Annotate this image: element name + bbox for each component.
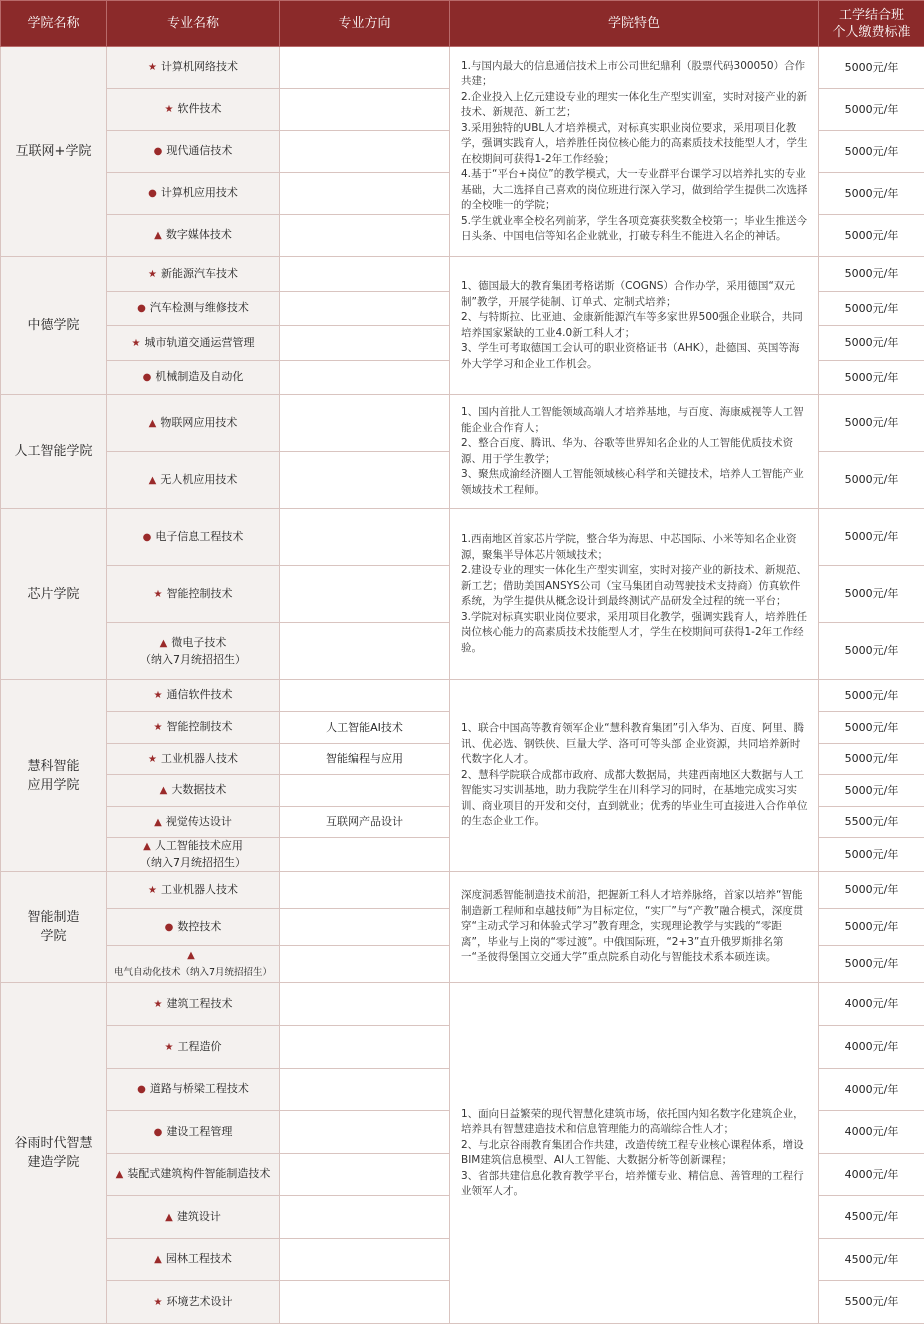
feature-item: 1、德国最大的教育集团考格诺斯（COGNS）合作办学，采用德国“双元制”教学，开展学徒制、订单式、定制式培养； <box>461 279 808 310</box>
header-major: 专业名称 <box>107 1 280 47</box>
major-type-icon: ▲ <box>165 1212 173 1223</box>
major-type-icon: ★ <box>154 690 163 701</box>
major-cell <box>107 173 280 215</box>
fee-cell: 4000元/年 <box>819 983 924 1026</box>
header-college: 学院名称 <box>1 1 107 47</box>
table-row <box>1 872 924 909</box>
college-features <box>450 872 819 983</box>
major-name: 数字媒体技术 <box>166 228 232 241</box>
fee-cell: 4500元/年 <box>819 1196 924 1239</box>
major-name: 计算机网络技术 <box>161 60 238 73</box>
major-cell <box>107 47 280 89</box>
college-name-line: 应用学院 <box>4 776 103 795</box>
major-direction <box>280 452 450 509</box>
major-direction <box>280 257 450 292</box>
major-type-icon: ● <box>165 922 174 933</box>
major-direction <box>280 1239 450 1281</box>
major-direction: 智能编程与应用 <box>280 744 450 775</box>
major-cell <box>107 215 280 257</box>
major-type-icon: ▲ <box>116 1169 124 1180</box>
feature-item: 2、与特斯拉、比亚迪、金康新能源汽车等多家世界500强企业联合，共同培养国家紧缺的工业4.0新工科人才； <box>461 310 808 341</box>
fee-cell: 4000元/年 <box>819 1154 924 1196</box>
fee-cell: 5000元/年 <box>819 173 924 215</box>
major-direction <box>280 1281 450 1324</box>
feature-item: 2.建设专业的理实一体化生产型实训室，实时对接产业的新技术、新规范、新工艺；借助美国ANSYS公司（宝马集团自动驾驶技术支持商）仿真软件系统，为学生提供从概念设计到最终测试产品研发全过程的统一平台； <box>461 563 808 610</box>
major-cell <box>107 775 280 807</box>
fee-cell: 5000元/年 <box>819 680 924 712</box>
major-name: 建筑设计 <box>177 1210 221 1223</box>
fee-cell: 5000元/年 <box>819 131 924 173</box>
major-direction <box>280 173 450 215</box>
major-type-icon: ★ <box>154 589 163 600</box>
college-name-line: 智能制造 <box>4 908 103 927</box>
major-name: 电气自动化技术（纳入7月统招招生） <box>114 967 272 978</box>
table-row <box>1 257 924 292</box>
fee-cell: 5000元/年 <box>819 89 924 131</box>
college-features <box>450 983 819 1324</box>
major-type-icon: ★ <box>165 104 174 115</box>
college-name-line: 建造学院 <box>4 1153 103 1172</box>
major-direction <box>280 89 450 131</box>
major-type-icon: ★ <box>148 754 157 765</box>
fee-cell: 5000元/年 <box>819 395 924 452</box>
major-name: 视觉传达设计 <box>166 815 232 828</box>
major-cell <box>107 395 280 452</box>
major-type-icon: ● <box>137 303 146 314</box>
college-features <box>450 47 819 257</box>
major-cell <box>107 946 280 983</box>
fee-cell: 5000元/年 <box>819 257 924 292</box>
feature-item: 1、国内首批人工智能领域高端人才培养基地，与百度、海康威视等人工智能企业合作育人； <box>461 405 808 436</box>
major-cell <box>107 712 280 744</box>
major-name: 电子信息工程技术 <box>155 530 243 543</box>
feature-item: 深度洞悉智能制造技术前沿，把握新工科人才培养脉络，首家以培养“智能制造新工程师和卓越技师”为目标定位，“实厂”与“产教”融合模式，深度贯穿“主动式学习和体验式学习”教育理念，实现理论教学与实践的“零距离”，毕业与上岗的“零过渡”。中俄国际班，“2+3”直升俄罗斯排名第一“圣彼得堡国立交通大学”重点院系自动化与智能技术系本硕连读。 <box>461 888 808 966</box>
major-type-icon: ▲ <box>154 1254 162 1265</box>
major-type-icon: ● <box>154 146 163 157</box>
major-type-icon: ★ <box>154 722 163 733</box>
major-name: 人工智能技术应用 <box>155 839 243 852</box>
major-cell <box>107 744 280 775</box>
major-cell <box>107 872 280 909</box>
feature-item: 1、联合中国高等教育领军企业“慧科教育集团”引入华为、百度、阿里、腾讯、优必选、钢铁侠、巨量大学、洛可可等头部 企业资源，共同培养新时代数字化人才。 <box>461 721 808 768</box>
table-row <box>1 395 924 452</box>
fee-cell: 5000元/年 <box>819 712 924 744</box>
college-name <box>1 257 107 395</box>
table-row <box>1 47 924 89</box>
major-type-icon: ● <box>154 1127 163 1138</box>
college-name <box>1 47 107 257</box>
major-type-icon: ▲ <box>160 785 168 796</box>
college-name-line: 慧科智能 <box>4 757 103 776</box>
fee-cell: 5000元/年 <box>819 872 924 909</box>
header-fee-line1: 工学结合班 <box>819 7 924 24</box>
major-name: 通信软件技术 <box>166 688 232 701</box>
fee-cell: 5000元/年 <box>819 452 924 509</box>
major-type-icon: ▲ <box>143 841 151 852</box>
major-type-icon: ★ <box>148 269 157 280</box>
major-name: 工业机器人技术 <box>161 752 238 765</box>
college-name-line: 互联网+学院 <box>4 142 103 161</box>
fee-cell: 4000元/年 <box>819 1111 924 1154</box>
major-direction <box>280 1069 450 1111</box>
major-direction <box>280 215 450 257</box>
feature-item: 5.学生就业率全校名列前茅，学生各项竞赛获奖数全校第一；毕业生推送今日头条、中国电信等知名企业就业，打破专科生不能进入名企的神话。 <box>461 214 808 245</box>
major-type-icon: ● <box>143 372 152 383</box>
major-name: 机械制造及自动化 <box>155 370 243 383</box>
major-name: 建筑工程技术 <box>166 997 232 1010</box>
major-cell <box>107 509 280 566</box>
major-name: 道路与桥梁工程技术 <box>150 1082 249 1095</box>
major-cell <box>107 1239 280 1281</box>
feature-item: 1.西南地区首家芯片学院，整合华为海思、中芯国际、小米等知名企业资源，聚集半导体芯片领域技术； <box>461 532 808 563</box>
fee-cell: 5000元/年 <box>819 47 924 89</box>
major-name: 环境艺术设计 <box>166 1295 232 1308</box>
major-direction <box>280 1111 450 1154</box>
fee-cell: 5000元/年 <box>819 775 924 807</box>
major-type-icon: ★ <box>132 338 141 349</box>
major-name: 建设工程管理 <box>166 1125 232 1138</box>
major-direction <box>280 361 450 395</box>
major-name: 无人机应用技术 <box>160 473 237 486</box>
college-features <box>450 395 819 509</box>
college-name <box>1 509 107 680</box>
major-name: 装配式建筑构件智能制造技术 <box>127 1167 270 1180</box>
fee-cell: 5000元/年 <box>819 946 924 983</box>
major-name: 城市轨道交通运营管理 <box>144 336 254 349</box>
major-cell <box>107 566 280 623</box>
major-direction: 人工智能AI技术 <box>280 712 450 744</box>
major-direction <box>280 395 450 452</box>
major-cell <box>107 292 280 326</box>
college-features <box>450 680 819 872</box>
major-type-icon: ★ <box>154 1297 163 1308</box>
feature-item: 1.与国内最大的信息通信技术上市公司世纪鼎利（股票代码300050）合作共建； <box>461 59 808 90</box>
college-name <box>1 872 107 983</box>
major-type-icon: ★ <box>148 62 157 73</box>
college-name-line: 人工智能学院 <box>4 442 103 461</box>
major-name: 智能控制技术 <box>166 720 232 733</box>
college-name-line: 谷雨时代智慧 <box>4 1134 103 1153</box>
major-type-icon: ▲ <box>154 817 162 828</box>
table-row <box>1 680 924 712</box>
feature-item: 2、慧科学院联合成都市政府、成都大数据局，共建西南地区大数据与人工智能实习实训基地，助力我院学生在川科学习的同时，在基地完成实习实训、商业项目的开发和交付，直到就业；优秀的毕业生可直接进入合作单位的生态企业工作。 <box>461 768 808 830</box>
major-direction <box>280 946 450 983</box>
major-direction <box>280 983 450 1026</box>
major-name: 现代通信技术 <box>166 144 232 157</box>
feature-item: 4.基于“平台+岗位”的教学模式，大一专业群平台课学习以培养扎实的专业基础，大二选择自己喜欢的岗位班进行深入学习，做到给学生提供二次选择的全校唯一的学院； <box>461 167 808 214</box>
major-direction <box>280 509 450 566</box>
fee-cell: 5000元/年 <box>819 566 924 623</box>
college-name-line: 学院 <box>4 927 103 946</box>
header-direction: 专业方向 <box>280 1 450 47</box>
major-name: 工程造价 <box>177 1040 221 1053</box>
major-name: 汽车检测与维修技术 <box>150 301 249 314</box>
header-fee <box>819 1 924 47</box>
major-type-icon: ▲ <box>154 230 162 241</box>
major-name: 数控技术 <box>177 920 221 933</box>
major-direction <box>280 775 450 807</box>
major-direction <box>280 872 450 909</box>
major-cell <box>107 807 280 838</box>
fee-cell: 4500元/年 <box>819 1239 924 1281</box>
college-name <box>1 680 107 872</box>
fee-cell: 5500元/年 <box>819 1281 924 1324</box>
feature-item: 2、与北京谷雨教育集团合作共建，改造传统工程专业核心课程体系，增设BIM建筑信息模型、AI人工智能、大数据分析等创新课程； <box>461 1138 808 1169</box>
major-type-icon: ★ <box>148 885 157 896</box>
major-cell <box>107 326 280 361</box>
fee-cell: 4000元/年 <box>819 1026 924 1069</box>
fee-cell: 5000元/年 <box>819 744 924 775</box>
major-cell <box>107 1281 280 1324</box>
feature-item: 3、省部共建信息化教育教学平台，培养懂专业、精信息、善管理的工程行业领军人才。 <box>461 1169 808 1200</box>
major-cell <box>107 1196 280 1239</box>
table-body <box>1 47 924 1324</box>
major-name: 工业机器人技术 <box>161 883 238 896</box>
major-direction <box>280 909 450 946</box>
major-direction <box>280 680 450 712</box>
major-type-icon: ● <box>148 188 157 199</box>
major-direction <box>280 47 450 89</box>
college-name <box>1 395 107 509</box>
major-cell <box>107 1069 280 1111</box>
college-name-line: 芯片学院 <box>4 585 103 604</box>
major-name: 计算机应用技术 <box>161 186 238 199</box>
major-direction <box>280 566 450 623</box>
major-cell <box>107 1154 280 1196</box>
college-name-line: 中德学院 <box>4 316 103 335</box>
major-direction <box>280 292 450 326</box>
major-cell <box>107 257 280 292</box>
major-name: 物联网应用技术 <box>160 416 237 429</box>
fee-cell: 5000元/年 <box>819 509 924 566</box>
fee-cell: 5000元/年 <box>819 838 924 872</box>
header-feature: 学院特色 <box>450 1 819 47</box>
table-row <box>1 983 924 1026</box>
major-cell <box>107 680 280 712</box>
major-type-icon: ▲ <box>160 638 168 649</box>
major-cell <box>107 623 280 680</box>
fee-cell: 5000元/年 <box>819 292 924 326</box>
major-cell <box>107 909 280 946</box>
major-name: 园林工程技术 <box>166 1252 232 1265</box>
major-cell <box>107 1026 280 1069</box>
feature-item: 3.学院对标真实职业岗位要求，采用项目化教学，强调实践育人，培养胜任岗位核心能力的高素质技术技能型人才，学生在校期间可获得1-2年工作经验。 <box>461 610 808 657</box>
header-row <box>1 1 924 47</box>
major-name: 软件技术 <box>177 102 221 115</box>
feature-item: 3.采用独特的UBL人才培养模式，对标真实职业岗位要求，采用项目化教学，强调实践育人，培养胜任岗位核心能力的高素质技术技能型人才，学生在校期间可获得1-2年工作经验； <box>461 121 808 168</box>
major-direction <box>280 1026 450 1069</box>
major-type-icon: ★ <box>154 999 163 1010</box>
table-row <box>1 509 924 566</box>
fee-cell: 5000元/年 <box>819 326 924 361</box>
fee-cell: 5000元/年 <box>819 909 924 946</box>
major-cell <box>107 361 280 395</box>
major-type-icon: ▲ <box>149 475 157 486</box>
major-cell <box>107 131 280 173</box>
major-direction <box>280 1154 450 1196</box>
major-direction <box>280 131 450 173</box>
major-note: （纳入7月统招招生） <box>110 855 276 871</box>
major-name: 智能控制技术 <box>166 587 232 600</box>
major-type-icon: ★ <box>165 1042 174 1053</box>
college-name <box>1 983 107 1324</box>
feature-item: 3、学生可考取德国工会认可的职业资格证书（AHK），赴德国、英国等海外大学学习和企业工作机会。 <box>461 341 808 372</box>
major-cell <box>107 1111 280 1154</box>
major-cell <box>107 452 280 509</box>
major-type-icon: ● <box>143 532 152 543</box>
college-features <box>450 257 819 395</box>
major-name: 大数据技术 <box>171 783 226 796</box>
header-fee-line2: 个人缴费标准 <box>819 24 924 41</box>
major-cell <box>107 89 280 131</box>
feature-item: 2、整合百度、腾讯、华为、谷歌等世界知名企业的人工智能优质技术资源、用于学生教学； <box>461 436 808 467</box>
major-type-icon: ▲ <box>187 950 195 961</box>
major-direction <box>280 1196 450 1239</box>
major-cell <box>107 838 280 872</box>
fee-cell: 5000元/年 <box>819 215 924 257</box>
fee-cell: 5000元/年 <box>819 361 924 395</box>
major-type-icon: ● <box>137 1084 146 1095</box>
major-direction: 互联网产品设计 <box>280 807 450 838</box>
major-direction <box>280 838 450 872</box>
major-cell <box>107 983 280 1026</box>
major-name: 微电子技术 <box>171 636 226 649</box>
major-name: 新能源汽车技术 <box>161 267 238 280</box>
fee-cell: 5500元/年 <box>819 807 924 838</box>
major-type-icon: ▲ <box>149 418 157 429</box>
major-note: （纳入7月统招招生） <box>110 652 276 668</box>
fee-cell: 5000元/年 <box>819 623 924 680</box>
college-features <box>450 509 819 680</box>
feature-item: 2.企业投入上亿元建设专业的理实一体化生产型实训室，实时对接产业的新技术、新规范、新工艺； <box>461 90 808 121</box>
major-direction <box>280 623 450 680</box>
feature-item: 1、面向日益繁荣的现代智慧化建筑市场，依托国内知名数字化建筑企业，培养具有智慧建造技术和信息管理能力的高端综合性人才； <box>461 1107 808 1138</box>
major-direction <box>280 326 450 361</box>
fee-cell: 4000元/年 <box>819 1069 924 1111</box>
feature-item: 3、聚焦成渝经济圈人工智能领域核心科学和关键技术，培养人工智能产业领域技术工程师。 <box>461 467 808 498</box>
